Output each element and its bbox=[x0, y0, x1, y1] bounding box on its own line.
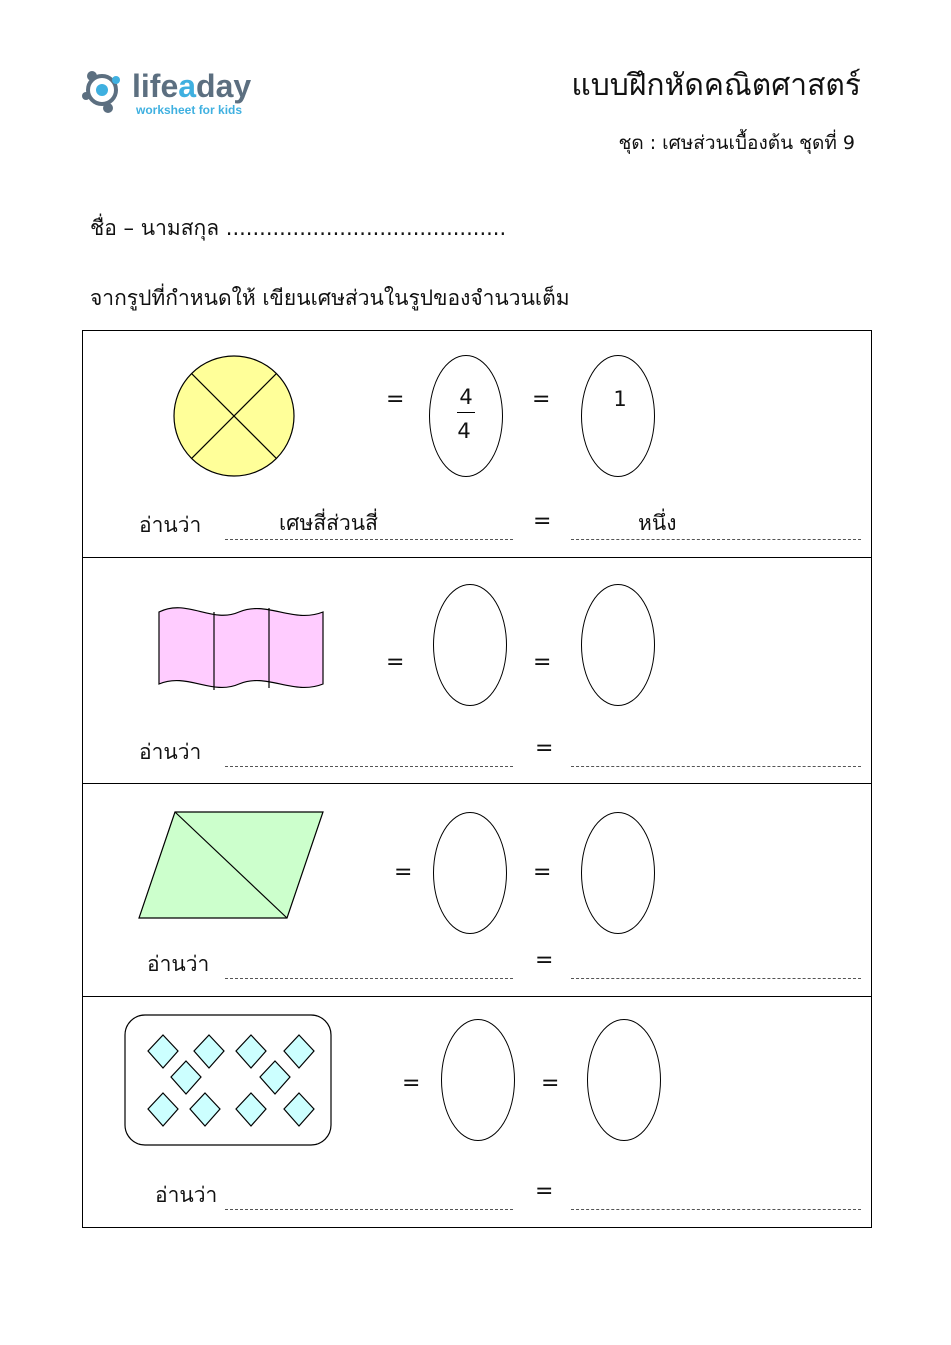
parallelogram-2-parts-shape bbox=[137, 810, 327, 920]
equals-sign: = bbox=[532, 387, 551, 412]
equals-sign: = bbox=[541, 1071, 560, 1096]
read-fraction-answer: เศษสี่ส่วนสี่ bbox=[279, 511, 378, 535]
instruction-text: จากรูปที่กำหนดให้ เขียนเศษส่วนในรูปของจำนวนเต็ม bbox=[90, 286, 570, 310]
fraction-oval[interactable] bbox=[433, 812, 507, 934]
read-as-label: อ่านว่า bbox=[155, 1183, 218, 1207]
fraction-oval[interactable] bbox=[429, 355, 503, 477]
exercise-row-3 bbox=[83, 783, 871, 997]
worksheet-subtitle: ชุด : เศษส่วนเบื้องต้น ชุดที่ 9 bbox=[618, 132, 855, 154]
denominator: 4 bbox=[457, 419, 471, 443]
read-whole-line[interactable] bbox=[571, 978, 861, 979]
exercise-row-2 bbox=[83, 557, 871, 784]
wavy-rectangle-3-parts-shape bbox=[157, 604, 327, 698]
equals-sign: = bbox=[535, 736, 554, 761]
whole-number-oval[interactable] bbox=[581, 812, 655, 934]
exercise-row-1 bbox=[83, 331, 871, 557]
equals-sign: = bbox=[402, 1071, 421, 1096]
logo-tagline: worksheet for kids bbox=[136, 103, 243, 117]
equals-sign: = bbox=[535, 1179, 554, 1204]
equals-sign: = bbox=[533, 509, 552, 534]
worksheet-title: แบบฝึกหัดคณิตศาสตร์ bbox=[571, 68, 861, 103]
name-field[interactable]: ชื่อ – นามสกุล .......................................... bbox=[90, 216, 507, 240]
read-whole-line[interactable] bbox=[571, 766, 861, 767]
whole-number: 1 bbox=[613, 387, 627, 411]
equals-sign: = bbox=[535, 948, 554, 973]
read-as-label: อ่านว่า bbox=[147, 952, 210, 976]
read-fraction-line[interactable] bbox=[225, 978, 513, 979]
lifeaday-logo bbox=[80, 64, 280, 124]
logo-wordmark: lifeaday bbox=[132, 68, 252, 104]
circle-4-parts-shape bbox=[171, 353, 297, 479]
equals-sign: = bbox=[386, 650, 405, 675]
exercise-row-4 bbox=[83, 996, 871, 1227]
fraction-oval[interactable] bbox=[441, 1019, 515, 1141]
read-as-label: อ่านว่า bbox=[139, 740, 202, 764]
molecule-icon bbox=[80, 64, 136, 120]
whole-number-oval[interactable] bbox=[581, 355, 655, 477]
fraction-bar bbox=[457, 412, 475, 413]
exercise-table bbox=[82, 330, 872, 1228]
equals-sign: = bbox=[533, 650, 552, 675]
read-whole-line[interactable] bbox=[571, 1209, 861, 1210]
whole-number-oval[interactable] bbox=[587, 1019, 661, 1141]
read-fraction-line[interactable] bbox=[225, 766, 513, 767]
equals-sign: = bbox=[394, 860, 413, 885]
read-whole-line[interactable] bbox=[571, 539, 861, 540]
read-whole-answer: หนึ่ง bbox=[638, 511, 677, 535]
whole-number-oval[interactable] bbox=[581, 584, 655, 706]
equals-sign: = bbox=[386, 387, 405, 412]
read-as-label: อ่านว่า bbox=[139, 513, 202, 537]
equals-sign: = bbox=[533, 860, 552, 885]
fraction-oval[interactable] bbox=[433, 584, 507, 706]
numerator: 4 bbox=[459, 385, 473, 409]
rounded-box-10-diamonds-shape bbox=[123, 1013, 335, 1149]
read-fraction-line[interactable] bbox=[225, 1209, 513, 1210]
